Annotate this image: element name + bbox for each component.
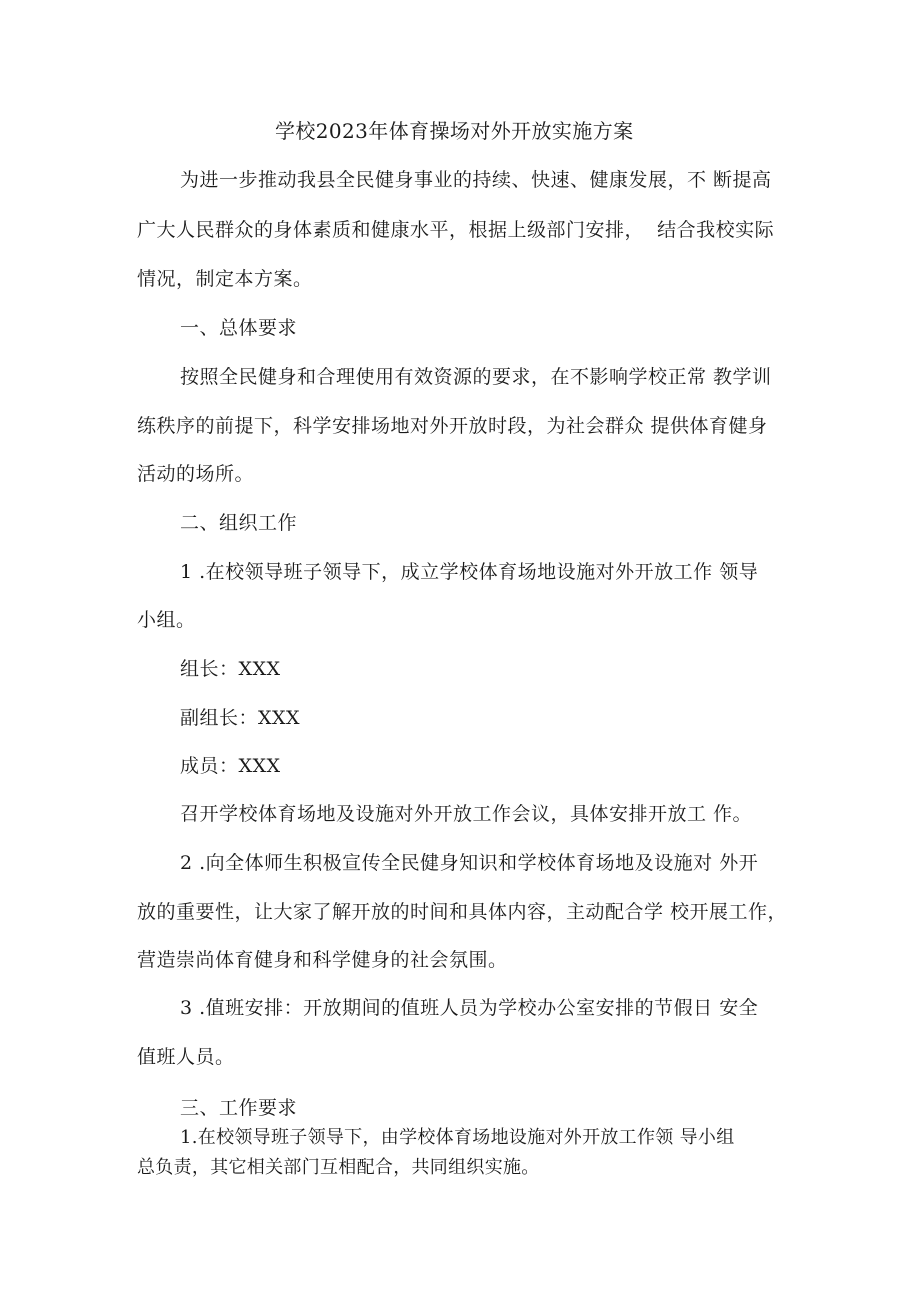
intro-line-1: 为进一步推动我县全民健身事业的持续、快速、健康发展，不 断提高 bbox=[180, 169, 772, 191]
meeting-line: 召开学校体育场地及设施对外开放工作会议，具体安排开放工 作。 bbox=[180, 803, 753, 825]
section-2-item-1-line-2: 小组。 bbox=[137, 609, 196, 631]
section-3-item-1-line-2: 总负责，其它相关部门互相配合，共同组织实施。 bbox=[137, 1157, 540, 1178]
group-members: 成员：XXX bbox=[180, 755, 281, 777]
section-1-line-1: 按照全民健身和合理使用有效资源的要求，在不影响学校正常 教学训 bbox=[180, 366, 772, 388]
section-2-item-2-line-1: 2 .向全体师生积极宣传全民健身知识和学校体育场地及设施对 外开 bbox=[180, 852, 759, 874]
section-1-line-2: 练秩序的前提下，科学安排场地对外开放时段，为社会群众 提供体育健身 bbox=[137, 415, 768, 437]
section-1-heading: 一、总体要求 bbox=[180, 317, 298, 339]
intro-line-2: 广大人民群众的身体素质和健康水平，根据上级部门安排， 结合我校实际 bbox=[137, 219, 775, 241]
section-2-item-2-line-2: 放的重要性，让大家了解开放的时间和具体内容，主动配合学 校开展工作， bbox=[137, 901, 788, 923]
group-deputy-leader: 副组长：XXX bbox=[180, 707, 301, 729]
page-title: 学校2023年体育操场对外开放实施方案 bbox=[275, 119, 634, 143]
section-1-line-3: 活动的场所。 bbox=[137, 463, 255, 485]
section-2-item-2-line-3: 营造崇尚体育健身和科学健身的社会氛围。 bbox=[137, 949, 508, 971]
section-3-item-1-line-1: 1.在校领导班子领导下，由学校体育场地设施对外开放工作领 导小组 bbox=[180, 1127, 735, 1148]
section-2-item-1-line-1: 1 .在校领导班子领导下，成立学校体育场地设施对外开放工作 领导 bbox=[180, 561, 759, 583]
section-3-heading: 三、工作要求 bbox=[180, 1097, 298, 1119]
section-2-item-3-line-2: 值班人员。 bbox=[137, 1046, 235, 1068]
section-2-heading: 二、组织工作 bbox=[180, 512, 298, 534]
section-2-item-3-line-1: 3 .值班安排：开放期间的值班人员为学校办公室安排的节假日 安全 bbox=[180, 997, 759, 1019]
group-leader: 组长：XXX bbox=[180, 658, 281, 680]
intro-line-3: 情况，制定本方案。 bbox=[137, 268, 313, 290]
